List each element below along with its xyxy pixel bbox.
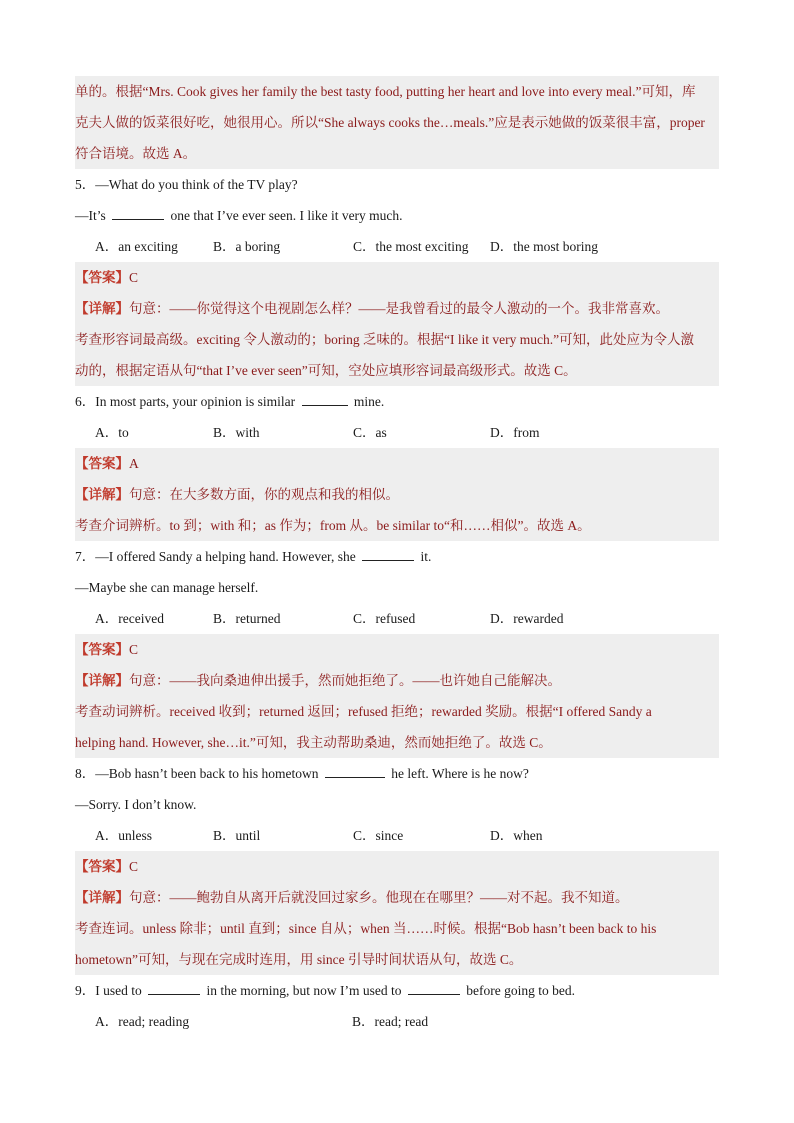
explanation-line: 符合语境。故选 A。 [75, 138, 719, 169]
options-row [75, 417, 719, 448]
question-stem: 6．In most parts, your opinion is similar mine. [75, 386, 719, 417]
answer-value: C [129, 859, 139, 874]
answer-blank [325, 763, 385, 778]
detail-line: 【详解】句意：在大多数方面，你的观点和我的相似。 [75, 479, 719, 510]
option-b: B．a boring [213, 239, 281, 254]
answer-blank [302, 391, 348, 406]
answer-blank [362, 546, 414, 561]
detail-line: 【详解】句意：——你觉得这个电视剧怎么样？——是我曾看过的最令人激动的一个。我非常喜欢。 [75, 293, 719, 324]
option-b: B．returned [213, 611, 281, 626]
option-b: B．until [213, 828, 261, 843]
detail-line: 【详解】句意：——鲍勃自从离开后就没回过家乡。他现在在哪里？——对不起。我不知道。 [75, 882, 719, 913]
explanation-line: 考查动词辨析。received 收到；returned 返回；refused 拒绝；rewarded 奖励。根据“I offered Sandy a [75, 696, 719, 727]
explanation-line: 克夫人做的饭菜很好吃，她很用心。所以“She always cooks the…meals.”应是表示她做的饭菜很丰富，proper [75, 107, 719, 138]
question-stem: 9．I used to in the morning, but now I’m used to before going to bed. [75, 975, 719, 1006]
answer-line [75, 851, 719, 882]
option-b: B．with [213, 425, 260, 440]
explanation-line: helping hand. However, she…it.”可知，我主动帮助桑迪，然而她拒绝了。故选 C。 [75, 727, 719, 758]
explanation-line: 考查形容词最高级。exciting 令人激动的；boring 乏味的。根据“I like it very much.”可知，此处应为令人激 [75, 324, 719, 355]
question-stem: —Sorry. I don’t know. [75, 797, 197, 812]
answer-value: C [129, 642, 139, 657]
question-stem: —It’s one that I’ve ever seen. I like it very much. [75, 200, 719, 231]
option-a: A．received [95, 611, 164, 626]
option-c: C．as [353, 425, 387, 440]
explanation-line: 考查连词。unless 除非；until 直到；since 自从；when 当……时候。根据“Bob hasn’t been back to his [75, 913, 719, 944]
question-stem: 7．—I offered Sandy a helping hand. However, she it. [75, 541, 719, 572]
option-b: B．read; read [352, 1014, 429, 1029]
answer-blank [408, 980, 460, 995]
question-stem: 5．—What do you think of the TV play? [75, 177, 298, 192]
detail-tag: 【详解】 [75, 487, 129, 502]
detail-tag: 【详解】 [75, 301, 129, 316]
detail-line: 【详解】句意：——我向桑迪伸出援手，然而她拒绝了。——也许她自己能解决。 [75, 665, 719, 696]
options-row [75, 820, 719, 851]
answer-line [75, 448, 719, 479]
answer-tag: 【答案】 [75, 456, 129, 471]
question-stem: 8．—Bob hasn’t been back to his hometown he left. Where is he now? [75, 758, 719, 789]
question-stem: —Maybe she can manage herself. [75, 580, 259, 595]
option-c: C．the most exciting [353, 239, 469, 254]
option-a: A．an exciting [95, 239, 178, 254]
explanation-line: 单的。根据“Mrs. Cook gives her family the best tasty food, putting her heart and love into every meal.”可知，库 [75, 76, 719, 107]
option-c: C．since [353, 828, 404, 843]
answer-blank [112, 205, 164, 220]
explanation-line: 考查介词辨析。to 到；with 和；as 作为；from 从。be similar to“和……相似”。故选 A。 [75, 510, 719, 541]
answer-value: C [129, 270, 139, 285]
explanation-line: hometown”可知，与现在完成时连用，用 since 引导时间状语从句，故选 C。 [75, 944, 719, 975]
answer-tag: 【答案】 [75, 859, 129, 874]
option-d: D．from [490, 425, 540, 440]
answer-tag: 【答案】 [75, 270, 129, 285]
explanation-line: 动的，根据定语从句“that I’ve ever seen”可知，空处应填形容词最高级形式。故选 C。 [75, 355, 719, 386]
option-a: A．to [95, 425, 129, 440]
options-row [75, 231, 719, 262]
options-row [75, 1006, 719, 1037]
option-a: A．unless [95, 828, 152, 843]
option-c: C．refused [353, 611, 416, 626]
answer-line [75, 262, 719, 293]
answer-value: A [129, 456, 139, 471]
answer-blank [148, 980, 200, 995]
option-d: D．the most boring [490, 239, 598, 254]
answer-tag: 【答案】 [75, 642, 129, 657]
option-d: D．when [490, 828, 543, 843]
detail-tag: 【详解】 [75, 673, 129, 688]
options-row [75, 603, 719, 634]
answer-line [75, 634, 719, 665]
option-d: D．rewarded [490, 611, 564, 626]
option-a: A．read; reading [95, 1014, 190, 1029]
detail-tag: 【详解】 [75, 890, 129, 905]
exam-page [75, 76, 719, 1037]
